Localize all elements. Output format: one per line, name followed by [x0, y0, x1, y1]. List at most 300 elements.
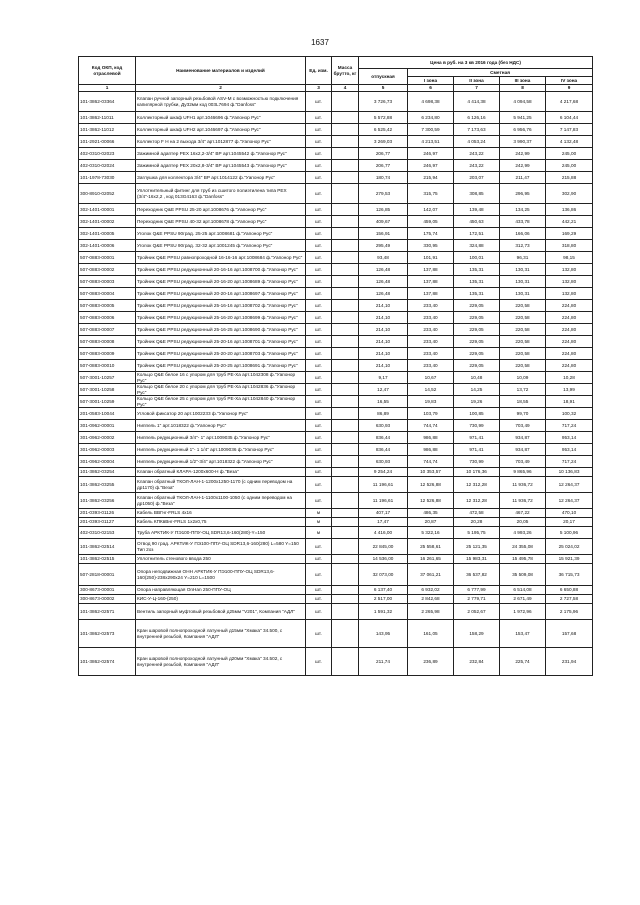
release-price: 2 517,00 [359, 595, 408, 604]
table-row [79, 384, 593, 396]
zone-1-price: 175,74 [408, 228, 454, 240]
item-unit: шт. [306, 172, 332, 184]
table-row [79, 396, 593, 408]
zone-2-price: 324,88 [454, 240, 500, 252]
table-row [79, 300, 593, 312]
item-mass [332, 136, 359, 148]
item-name: Вентиль запорный муфтовый резьбовой д25мм "V201", Компания "АДЛ" [136, 604, 306, 620]
zone-1-price: 6 932,02 [408, 586, 454, 595]
item-name: Тройник Q&E PPSU равнопроходной 16-16-16 арт.1008684 ф."Уапонор Рус" [136, 252, 306, 264]
item-name: Переходник Q&E PPSU 40-32 арт.1008678 ф."Уапонор Рус" [136, 216, 306, 228]
zone-2-price: 135,31 [454, 276, 500, 288]
item-code: 402-0310-02153 [79, 527, 136, 539]
zone-2-price: 243,22 [454, 160, 500, 172]
item-mass [332, 360, 359, 372]
zone-2-price: 229,05 [454, 324, 500, 336]
zone-2-price: 15 983,31 [454, 555, 500, 564]
item-mass [332, 172, 359, 184]
item-code: 507-0883-00009 [79, 348, 136, 360]
item-mass [332, 493, 359, 509]
table-row [79, 288, 593, 300]
item-mass [332, 252, 359, 264]
zone-2-price: 172,51 [454, 228, 500, 240]
zone-4-price: 224,80 [546, 360, 593, 372]
table-row [79, 148, 593, 160]
release-price: 17,47 [359, 518, 408, 527]
item-code: 302-1401-00005 [79, 228, 136, 240]
item-name: Зажимной адаптер PEX 20x2,8-3/4" ВР арт.1045543 ф."Уапонор Рус" [136, 160, 306, 172]
zone-3-price: 11 936,72 [500, 493, 546, 509]
item-mass [332, 384, 359, 396]
item-unit: шт. [306, 648, 332, 676]
zone-2-price: 12 312,28 [454, 493, 500, 509]
zone-4-price: 132,80 [546, 276, 593, 288]
zone-1-price: 233,40 [408, 300, 454, 312]
header-zone-4: IV зона [546, 77, 593, 85]
zone-3-price: 703,49 [500, 456, 546, 468]
release-price: 5 572,88 [359, 112, 408, 124]
item-code: 300-8673-00002 [79, 595, 136, 604]
zone-3-price: 6 956,76 [500, 124, 546, 136]
item-unit: м [306, 527, 332, 539]
item-unit: шт. [306, 216, 332, 228]
zone-4-price: 2 175,96 [546, 604, 593, 620]
item-unit: шт. [306, 620, 332, 648]
zone-4-price: 6 650,88 [546, 586, 593, 595]
item-name: Опора направляющая OnHan 250-ППУ-ОЦ [136, 586, 306, 595]
zone-1-price: 2 842,68 [408, 595, 454, 604]
item-code: 301-0962-00001 [79, 420, 136, 432]
zone-1-price: 744,74 [408, 420, 454, 432]
zone-1-price: 142,07 [408, 204, 454, 216]
zone-4-price: 717,24 [546, 420, 593, 432]
zone-3-price: 242,99 [500, 148, 546, 160]
item-code: 302-1401-00006 [79, 240, 136, 252]
item-name: Тройник Q&E PPSU редукционный 25-16-25 арт.1008690 ф."Уапонор Рус" [136, 324, 306, 336]
zone-4-price: 98,15 [546, 252, 593, 264]
release-price: 126,48 [359, 264, 408, 276]
column-index: 6 [408, 85, 454, 92]
zone-4-price: 245,00 [546, 148, 593, 160]
zone-2-price: 971,41 [454, 444, 500, 456]
header-unit: Ед. изм. [306, 57, 332, 85]
item-code: 507-0883-00003 [79, 276, 136, 288]
item-mass [332, 477, 359, 493]
item-code: 507-0883-00010 [79, 360, 136, 372]
item-unit: шт. [306, 477, 332, 493]
item-unit: шт. [306, 360, 332, 372]
table-row [79, 312, 593, 324]
zone-1-price: 6 234,80 [408, 112, 454, 124]
zone-2-price: 229,05 [454, 300, 500, 312]
item-unit: шт. [306, 586, 332, 595]
release-price: 214,10 [359, 324, 408, 336]
table-row [79, 204, 593, 216]
zone-3-price: 220,58 [500, 336, 546, 348]
zone-2-price: 4 414,38 [454, 92, 500, 112]
item-name: Тройник Q&E PPSU редукционный 25-20-25 арт.1008691 ф."Уапонор Рус" [136, 360, 306, 372]
zone-2-price: 135,31 [454, 264, 500, 276]
item-name: Кольцо Q&E белое 16 с упором для труб PE-Xa арт.1042308 ф."Уапонор Рус" [136, 372, 306, 384]
release-price: 9,17 [359, 372, 408, 384]
zone-3-price: 20,05 [500, 518, 546, 527]
release-price: 214,10 [359, 300, 408, 312]
item-name: Тройник Q&E PPSU редукционный 25-20-20 арт.1008703 ф."Уапонор Рус" [136, 348, 306, 360]
zone-2-price: 730,99 [454, 420, 500, 432]
zone-3-price: 220,58 [500, 300, 546, 312]
column-index: 9 [546, 85, 593, 92]
release-price: 9 254,24 [359, 468, 408, 477]
zone-3-price: 15 495,78 [500, 555, 546, 564]
price-table [78, 56, 593, 676]
zone-3-price: 703,49 [500, 420, 546, 432]
item-unit: шт. [306, 160, 332, 172]
table-row [79, 360, 593, 372]
release-price: 86,89 [359, 408, 408, 420]
item-name: Ниппель редукционный 3/4"- 1" арт.1009035 ф."Уапонор Рус" [136, 432, 306, 444]
release-price: 214,10 [359, 348, 408, 360]
item-mass [332, 595, 359, 604]
zone-4-price: 6 104,44 [546, 112, 593, 124]
item-mass [332, 216, 359, 228]
zone-1-price: 233,40 [408, 324, 454, 336]
release-price: 279,53 [359, 184, 408, 204]
release-price: 4 416,00 [359, 527, 408, 539]
item-unit: шт. [306, 396, 332, 408]
zone-1-price: 19,83 [408, 396, 454, 408]
zone-3-price: 225,74 [500, 648, 546, 676]
item-code: 302-1401-00001 [79, 204, 136, 216]
item-unit: шт. [306, 444, 332, 456]
item-name: Тройник Q&E PPSU редукционный 20-16-16 арт.1008700 ф."Уапонор Рус" [136, 264, 306, 276]
zone-1-price: 215,94 [408, 172, 454, 184]
item-mass [332, 444, 359, 456]
zone-4-price: 224,80 [546, 336, 593, 348]
zone-3-price: 934,87 [500, 432, 546, 444]
zone-3-price: 9 865,96 [500, 468, 546, 477]
zone-3-price: 6 514,08 [500, 586, 546, 595]
release-price: 630,93 [359, 456, 408, 468]
zone-2-price: 12 312,28 [454, 477, 500, 493]
item-code: 302-1401-00002 [79, 216, 136, 228]
table-row [79, 604, 593, 620]
item-mass [332, 527, 359, 539]
table-row [79, 324, 593, 336]
item-unit: шт. [306, 300, 332, 312]
zone-4-price: 224,80 [546, 312, 593, 324]
zone-2-price: 232,84 [454, 648, 500, 676]
item-mass [332, 240, 359, 252]
zone-4-price: 953,14 [546, 444, 593, 456]
header-mass: Масса брутто, кг [332, 57, 359, 85]
zone-4-price: 953,14 [546, 432, 593, 444]
item-code: 101-3862-02573 [79, 620, 136, 648]
item-unit: шт. [306, 604, 332, 620]
zone-3-price: 134,25 [500, 204, 546, 216]
zone-1-price: 137,88 [408, 288, 454, 300]
zone-4-price: 169,29 [546, 228, 593, 240]
zone-2-price: 730,99 [454, 456, 500, 468]
item-unit: шт. [306, 324, 332, 336]
item-mass [332, 564, 359, 586]
item-unit: шт. [306, 539, 332, 555]
item-code: 300-8673-00001 [79, 586, 136, 595]
zone-2-price: 100,01 [454, 252, 500, 264]
item-unit: шт. [306, 564, 332, 586]
zone-4-price: 4 217,68 [546, 92, 593, 112]
zone-1-price: 137,88 [408, 264, 454, 276]
item-code: 201-0393-01127 [79, 518, 136, 527]
zone-1-price: 10 353,57 [408, 468, 454, 477]
item-name: Клапан обратный ТКОЛ-ЛАН-1-1200x1250-1170 (с одним переводом на др1170) ф."Веза" [136, 477, 306, 493]
zone-1-price: 16 261,65 [408, 555, 454, 564]
item-name: Уплотнительный фитинг для труб из сшитого полиэтилена типа PEX (3/4"-16x2,2 , код 013G4163 ф."Danfoss" [136, 184, 306, 204]
zone-3-price: 433,78 [500, 216, 546, 228]
item-code: 507-2818-00001 [79, 564, 136, 586]
item-name: Тройник Q&E PPSU редукционный 25-20-16 арт.1008701 ф."Уапонор Рус" [136, 336, 306, 348]
item-unit: шт. [306, 288, 332, 300]
zone-3-price: 24 355,08 [500, 539, 546, 555]
zone-3-price: 220,58 [500, 348, 546, 360]
item-code: 101-3862-03255 [79, 477, 136, 493]
item-unit: шт. [306, 204, 332, 216]
zone-2-price: 25 121,35 [454, 539, 500, 555]
zone-1-price: 246,97 [408, 148, 454, 160]
item-mass [332, 324, 359, 336]
item-mass [332, 160, 359, 172]
zone-2-price: 20,28 [454, 518, 500, 527]
header-zone-3: III зона [500, 77, 546, 85]
item-code: 301-0962-00002 [79, 432, 136, 444]
release-price: 16,55 [359, 396, 408, 408]
table-row [79, 92, 593, 112]
header-name: Наименование материалов и изделий [136, 57, 306, 85]
release-price: 6 525,42 [359, 124, 408, 136]
zone-2-price: 229,05 [454, 312, 500, 324]
item-unit: шт. [306, 264, 332, 276]
item-code: 507-0883-00002 [79, 264, 136, 276]
zone-2-price: 6 777,99 [454, 586, 500, 595]
table-row [79, 184, 593, 204]
table-row [79, 264, 593, 276]
zone-1-price: 459,05 [408, 216, 454, 228]
zone-1-price: 101,91 [408, 252, 454, 264]
zone-3-price: 13,72 [500, 384, 546, 396]
zone-4-price: 717,24 [546, 456, 593, 468]
zone-4-price: 245,00 [546, 160, 593, 172]
table-row [79, 509, 593, 518]
item-name: Тройник Q&E PPSU редукционный 20-16-20 арт.1008689 ф."Уапонор Рус" [136, 276, 306, 288]
item-name: Зажимной адаптер PEX 16x2,2-3/4" ВР арт.1045542 ф."Уапонор Рус" [136, 148, 306, 160]
zone-4-price: 10,28 [546, 372, 593, 384]
item-unit: шт. [306, 384, 332, 396]
table-row [79, 336, 593, 348]
zone-1-price: 14,52 [408, 384, 454, 396]
release-price: 180,74 [359, 172, 408, 184]
column-index-row [79, 85, 593, 92]
table-row [79, 586, 593, 595]
item-code: 101-3862-11011 [79, 112, 136, 124]
zone-4-price: 302,90 [546, 184, 593, 204]
zone-4-price: 7 147,83 [546, 124, 593, 136]
table-row [79, 620, 593, 648]
zone-4-price: 442,21 [546, 216, 593, 228]
item-mass [332, 112, 359, 124]
item-mass [332, 518, 359, 527]
zone-3-price: 166,06 [500, 228, 546, 240]
item-name: Угловой фиксатор 20 арт.1002233 ф."Уапонор Рус" [136, 408, 306, 420]
zone-4-price: 13,99 [546, 384, 593, 396]
release-price: 836,44 [359, 432, 408, 444]
zone-3-price: 11 936,72 [500, 477, 546, 493]
item-name: Ниппель редукционный 1"- 1 1/4" арт.1009036 ф."Уапонор Рус" [136, 444, 306, 456]
header-zone-1: I зона [408, 77, 454, 85]
item-unit: шт. [306, 468, 332, 477]
item-name: Кран шаровой полнопроходной латунный д20мм "Хмака" 34.502, с внутренней резьбой, Компания "АДЛ" [136, 648, 306, 676]
table-row [79, 276, 593, 288]
zone-4-price: 132,80 [546, 264, 593, 276]
item-code: 507-3001-10257 [79, 372, 136, 384]
item-name: Тройник Q&E PPSU редукционный 20-20-16 арт.1008697 ф."Уапонор Рус" [136, 288, 306, 300]
item-unit: шт. [306, 595, 332, 604]
zone-4-price: 15 921,39 [546, 555, 593, 564]
zone-2-price: 203,07 [454, 172, 500, 184]
zone-1-price: 986,88 [408, 444, 454, 456]
zone-4-price: 157,68 [546, 620, 593, 648]
item-mass [332, 586, 359, 595]
item-name: Клапан обратный КЛАРА-1200x600-Н ф."Веза" [136, 468, 306, 477]
zone-2-price: 14,25 [454, 384, 500, 396]
item-code: 507-3001-10259 [79, 396, 136, 408]
zone-1-price: 12 526,88 [408, 477, 454, 493]
zone-2-price: 229,05 [454, 336, 500, 348]
zone-2-price: 139,48 [454, 204, 500, 216]
release-price: 211,74 [359, 648, 408, 676]
zone-1-price: 233,40 [408, 360, 454, 372]
item-code: 101-3862-02515 [79, 555, 136, 564]
zone-4-price: 136,86 [546, 204, 593, 216]
zone-2-price: 2 052,67 [454, 604, 500, 620]
header-zone-2: II зона [454, 77, 500, 85]
table-row [79, 216, 593, 228]
item-code: 300-8910-02052 [79, 184, 136, 204]
item-unit: шт. [306, 348, 332, 360]
release-price: 126,85 [359, 204, 408, 216]
zone-4-price: 12 264,37 [546, 477, 593, 493]
zone-2-price: 472,58 [454, 509, 500, 518]
zone-4-price: 12 264,37 [546, 493, 593, 509]
table-row [79, 124, 593, 136]
column-index: 8 [500, 85, 546, 92]
item-mass [332, 539, 359, 555]
zone-1-price: 236,89 [408, 648, 454, 676]
item-name: Тройник Q&E PPSU редукционный 25-16-16 арт.1008702 ф."Уапонор Рус" [136, 300, 306, 312]
item-mass [332, 432, 359, 444]
zone-4-price: 10 136,83 [546, 468, 593, 477]
header-release-price: отпускная [359, 69, 408, 85]
zone-1-price: 37 061,21 [408, 564, 454, 586]
zone-4-price: 231,94 [546, 648, 593, 676]
item-code: 101-1978-73030 [79, 172, 136, 184]
zone-4-price: 470,10 [546, 509, 593, 518]
zone-3-price: 4 094,58 [500, 92, 546, 112]
item-unit: м [306, 509, 332, 518]
zone-2-price: 243,22 [454, 148, 500, 160]
item-unit: шт. [306, 148, 332, 160]
item-name: Кабель ВВГнг-FRLS 4x16 [136, 509, 306, 518]
item-name: Заглушка для коллектора 3/4" ВР арт.1014122 ф."Уапонор Рус" [136, 172, 306, 184]
table-row [79, 595, 593, 604]
zone-2-price: 229,05 [454, 360, 500, 372]
item-name: Кольцо Q&E белое 25 с упором для труб PE-Xa арт.1042840 ф."Уапонор Рус" [136, 396, 306, 408]
item-name: Кольцо Q&E белое 20 с упором для труб PE-Xa арт.1042836 ф."Уапонор Рус" [136, 384, 306, 396]
table-row [79, 444, 593, 456]
item-code: 101-3862-03256 [79, 493, 136, 509]
item-unit: шт. [306, 432, 332, 444]
item-mass [332, 336, 359, 348]
table-row [79, 555, 593, 564]
table-row [79, 539, 593, 555]
zone-1-price: 330,95 [408, 240, 454, 252]
column-index: 2 [136, 85, 306, 92]
zone-1-price: 233,40 [408, 312, 454, 324]
release-price: 6 137,40 [359, 586, 408, 595]
release-price: 11 196,61 [359, 493, 408, 509]
zone-3-price: 211,47 [500, 172, 546, 184]
table-row [79, 477, 593, 493]
release-price: 409,67 [359, 216, 408, 228]
item-unit: шт. [306, 420, 332, 432]
column-index: 7 [454, 85, 500, 92]
item-mass [332, 604, 359, 620]
item-code: 101-2921-00066 [79, 136, 136, 148]
page-number: 1637 [311, 38, 329, 47]
release-price: 3 269,03 [359, 136, 408, 148]
item-unit: шт. [306, 372, 332, 384]
item-unit: шт. [306, 276, 332, 288]
zone-4-price: 224,80 [546, 300, 593, 312]
table-row [79, 648, 593, 676]
release-price: 143,95 [359, 620, 408, 648]
table-row [79, 160, 593, 172]
zone-1-price: 7 300,59 [408, 124, 454, 136]
zone-1-price: 137,88 [408, 276, 454, 288]
zone-1-price: 4 213,51 [408, 136, 454, 148]
item-unit: шт. [306, 336, 332, 348]
item-unit: м [306, 518, 332, 527]
table-row [79, 348, 593, 360]
item-code: 507-0883-00007 [79, 324, 136, 336]
table-row [79, 432, 593, 444]
item-unit: шт. [306, 493, 332, 509]
item-mass [332, 148, 359, 160]
item-unit: шт. [306, 112, 332, 124]
zone-4-price: 215,88 [546, 172, 593, 184]
item-code: 101-3862-11012 [79, 124, 136, 136]
table-row [79, 564, 593, 586]
item-name: Переходник Q&E PPSU 25-20 арт.1008676 ф."Уапонор Рус" [136, 204, 306, 216]
zone-1-price: 103,79 [408, 408, 454, 420]
zone-1-price: 315,75 [408, 184, 454, 204]
item-code: 101-3862-02571 [79, 604, 136, 620]
item-unit: шт. [306, 92, 332, 112]
zone-3-price: 1 972,96 [500, 604, 546, 620]
item-unit: шт. [306, 184, 332, 204]
item-mass [332, 348, 359, 360]
item-mass [332, 184, 359, 204]
item-unit: шт. [306, 228, 332, 240]
zone-2-price: 36 537,82 [454, 564, 500, 586]
